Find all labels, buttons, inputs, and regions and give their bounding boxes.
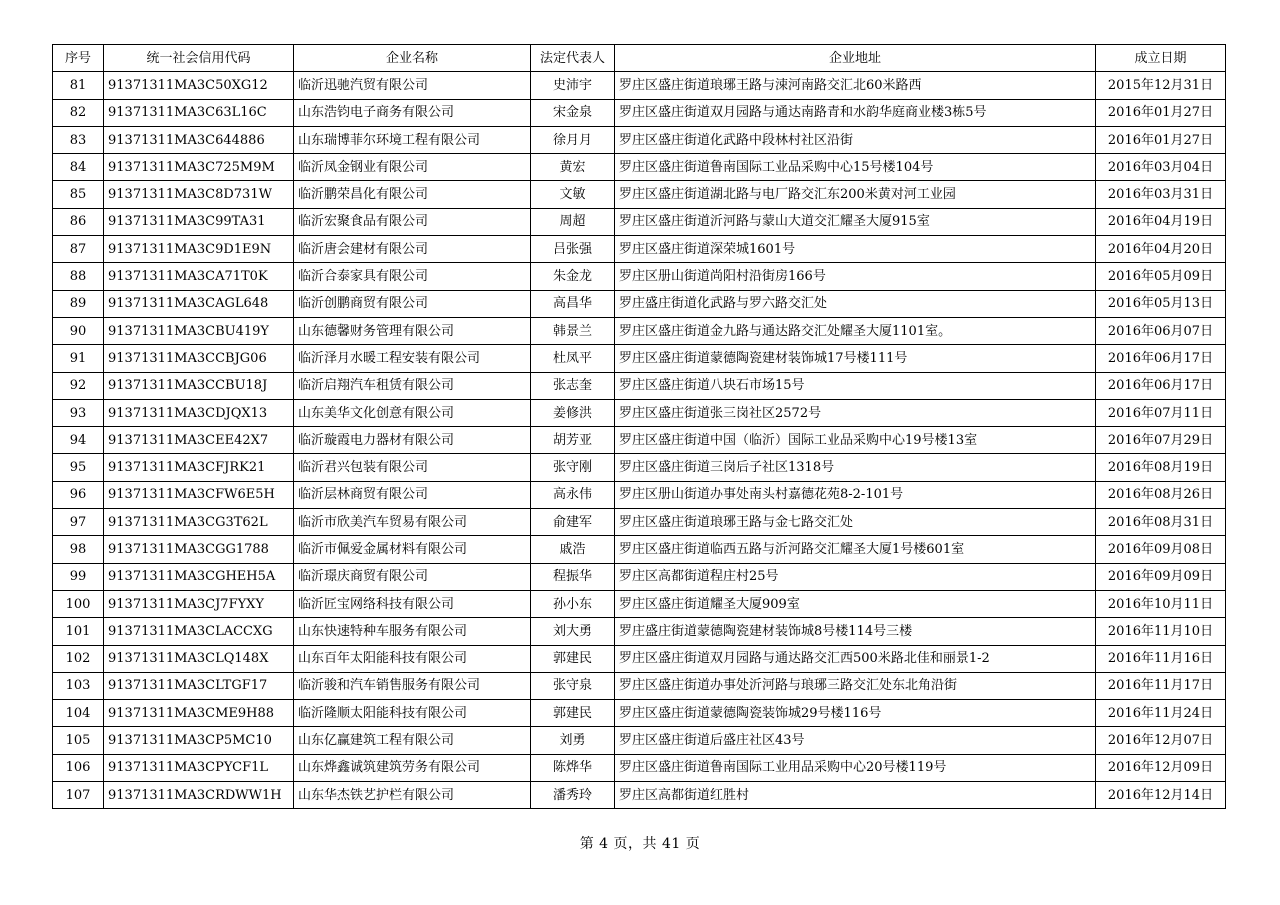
table-row xyxy=(53,181,1226,208)
established-date-cell: 2016年12月14日 xyxy=(1096,782,1226,809)
address-cell: 罗庄区盛庄街道鲁南国际工业品采购中心15号楼104号 xyxy=(615,154,1096,181)
established-date-cell: 2016年11月17日 xyxy=(1096,672,1226,699)
serial-number-cell: 92 xyxy=(53,372,104,399)
credit-code-cell: 91371311MA3CLQ148X xyxy=(104,645,294,672)
credit-code-cell: 91371311MA3CGHEH5A xyxy=(104,563,294,590)
table-row xyxy=(53,263,1226,290)
legal-rep-cell: 吕张强 xyxy=(531,236,615,263)
serial-number-cell: 83 xyxy=(53,126,104,153)
table-row xyxy=(53,672,1226,699)
established-date-cell: 2016年07月29日 xyxy=(1096,427,1226,454)
serial-number-cell: 104 xyxy=(53,700,104,727)
established-date-cell: 2016年06月17日 xyxy=(1096,345,1226,372)
header-established-date: 成立日期 xyxy=(1096,45,1226,72)
legal-rep-cell: 文敏 xyxy=(531,181,615,208)
established-date-cell: 2016年03月31日 xyxy=(1096,181,1226,208)
established-date-cell: 2016年01月27日 xyxy=(1096,126,1226,153)
serial-number-cell: 95 xyxy=(53,454,104,481)
serial-number-cell: 94 xyxy=(53,427,104,454)
legal-rep-cell: 孙小东 xyxy=(531,590,615,617)
header-company-name: 企业名称 xyxy=(294,45,531,72)
table-row xyxy=(53,372,1226,399)
address-cell: 罗庄区盛庄街道耀圣大厦909室 xyxy=(615,590,1096,617)
address-cell: 罗庄区盛庄街道双月园路与通达路交汇西500米路北佳和丽景1-2 xyxy=(615,645,1096,672)
address-cell: 罗庄区盛庄街道三岗后子社区1318号 xyxy=(615,454,1096,481)
company-name-cell: 临沂璇霞电力器材有限公司 xyxy=(294,427,531,454)
table-header-row xyxy=(53,45,1226,72)
credit-code-cell: 91371311MA3C644886 xyxy=(104,126,294,153)
address-cell: 罗庄盛庄街道化武路与罗六路交汇处 xyxy=(615,290,1096,317)
credit-code-cell: 91371311MA3CA71T0K xyxy=(104,263,294,290)
legal-rep-cell: 宋金泉 xyxy=(531,99,615,126)
legal-rep-cell: 史沛宇 xyxy=(531,72,615,99)
company-name-cell: 临沂凤金钢业有限公司 xyxy=(294,154,531,181)
address-cell: 罗庄区盛庄街道后盛庄社区43号 xyxy=(615,727,1096,754)
address-cell: 罗庄区盛庄街道湖北路与电厂路交汇东200米黄对河工业园 xyxy=(615,181,1096,208)
established-date-cell: 2016年11月16日 xyxy=(1096,645,1226,672)
legal-rep-cell: 潘秀玲 xyxy=(531,782,615,809)
established-date-cell: 2016年12月09日 xyxy=(1096,754,1226,781)
company-name-cell: 临沂创鹏商贸有限公司 xyxy=(294,290,531,317)
table-row xyxy=(53,454,1226,481)
credit-code-cell: 91371311MA3CLACCXG xyxy=(104,618,294,645)
company-name-cell: 山东华杰铁艺护栏有限公司 xyxy=(294,782,531,809)
address-cell: 罗庄区册山街道尚阳村沿街房166号 xyxy=(615,263,1096,290)
established-date-cell: 2016年01月27日 xyxy=(1096,99,1226,126)
serial-number-cell: 97 xyxy=(53,509,104,536)
credit-code-cell: 91371311MA3C50XG12 xyxy=(104,72,294,99)
table-row xyxy=(53,208,1226,235)
credit-code-cell: 91371311MA3CME9H88 xyxy=(104,700,294,727)
table-row xyxy=(53,154,1226,181)
address-cell: 罗庄区盛庄街道琅琊王路与金七路交汇处 xyxy=(615,509,1096,536)
legal-rep-cell: 张守刚 xyxy=(531,454,615,481)
established-date-cell: 2016年06月17日 xyxy=(1096,372,1226,399)
legal-rep-cell: 刘勇 xyxy=(531,727,615,754)
established-date-cell: 2015年12月31日 xyxy=(1096,72,1226,99)
address-cell: 罗庄区盛庄街道中国（临沂）国际工业品采购中心19号楼13室 xyxy=(615,427,1096,454)
company-name-cell: 山东德馨财务管理有限公司 xyxy=(294,317,531,344)
company-name-cell: 山东亿赢建筑工程有限公司 xyxy=(294,727,531,754)
established-date-cell: 2016年11月10日 xyxy=(1096,618,1226,645)
legal-rep-cell: 郭建民 xyxy=(531,700,615,727)
credit-code-cell: 91371311MA3CFJRK21 xyxy=(104,454,294,481)
legal-rep-cell: 胡芳亚 xyxy=(531,427,615,454)
company-name-cell: 临沂合泰家具有限公司 xyxy=(294,263,531,290)
serial-number-cell: 102 xyxy=(53,645,104,672)
established-date-cell: 2016年10月11日 xyxy=(1096,590,1226,617)
serial-number-cell: 85 xyxy=(53,181,104,208)
established-date-cell: 2016年09月08日 xyxy=(1096,536,1226,563)
address-cell: 罗庄区盛庄街道蒙德陶瓷装饰城29号楼116号 xyxy=(615,700,1096,727)
table-row xyxy=(53,700,1226,727)
address-cell: 罗庄区盛庄街道沂河路与蒙山大道交汇耀圣大厦915室 xyxy=(615,208,1096,235)
header-credit-code: 统一社会信用代码 xyxy=(104,45,294,72)
serial-number-cell: 105 xyxy=(53,727,104,754)
company-name-cell: 山东烨鑫诚筑建筑劳务有限公司 xyxy=(294,754,531,781)
company-name-cell: 山东瑞博菲尔环境工程有限公司 xyxy=(294,126,531,153)
header-serial-number: 序号 xyxy=(53,45,104,72)
credit-code-cell: 91371311MA3CP5MC10 xyxy=(104,727,294,754)
established-date-cell: 2016年03月04日 xyxy=(1096,154,1226,181)
company-name-cell: 临沂市佩爱金属材料有限公司 xyxy=(294,536,531,563)
enterprise-registry-table xyxy=(52,44,1226,809)
table-row xyxy=(53,236,1226,263)
header-company-address: 企业地址 xyxy=(615,45,1096,72)
serial-number-cell: 86 xyxy=(53,208,104,235)
established-date-cell: 2016年06月07日 xyxy=(1096,317,1226,344)
legal-rep-cell: 陈烨华 xyxy=(531,754,615,781)
table-row xyxy=(53,727,1226,754)
company-name-cell: 临沂君兴包装有限公司 xyxy=(294,454,531,481)
table-row xyxy=(53,536,1226,563)
table-row xyxy=(53,99,1226,126)
table-row xyxy=(53,563,1226,590)
table-row xyxy=(53,399,1226,426)
credit-code-cell: 91371311MA3CDJQX13 xyxy=(104,399,294,426)
credit-code-cell: 91371311MA3CRDWW1H xyxy=(104,782,294,809)
serial-number-cell: 107 xyxy=(53,782,104,809)
legal-rep-cell: 韩景兰 xyxy=(531,317,615,344)
company-name-cell: 临沂迅驰汽贸有限公司 xyxy=(294,72,531,99)
serial-number-cell: 91 xyxy=(53,345,104,372)
legal-rep-cell: 高永伟 xyxy=(531,481,615,508)
company-name-cell: 山东美华文化创意有限公司 xyxy=(294,399,531,426)
serial-number-cell: 100 xyxy=(53,590,104,617)
serial-number-cell: 81 xyxy=(53,72,104,99)
header-legal-representative: 法定代表人 xyxy=(531,45,615,72)
table-row xyxy=(53,754,1226,781)
credit-code-cell: 91371311MA3CAGL648 xyxy=(104,290,294,317)
legal-rep-cell: 张志奎 xyxy=(531,372,615,399)
address-cell: 罗庄区册山街道办事处南头村嘉德花苑8-2-101号 xyxy=(615,481,1096,508)
legal-rep-cell: 黄宏 xyxy=(531,154,615,181)
table-row xyxy=(53,481,1226,508)
company-name-cell: 临沂唐会建材有限公司 xyxy=(294,236,531,263)
company-name-cell: 临沂匠宝网络科技有限公司 xyxy=(294,590,531,617)
serial-number-cell: 93 xyxy=(53,399,104,426)
address-cell: 罗庄区盛庄街道蒙德陶瓷建材装饰城17号楼111号 xyxy=(615,345,1096,372)
credit-code-cell: 91371311MA3CCBJG06 xyxy=(104,345,294,372)
legal-rep-cell: 郭建民 xyxy=(531,645,615,672)
company-name-cell: 临沂泽月水暖工程安装有限公司 xyxy=(294,345,531,372)
company-name-cell: 临沂骏和汽车销售服务有限公司 xyxy=(294,672,531,699)
established-date-cell: 2016年11月24日 xyxy=(1096,700,1226,727)
company-name-cell: 临沂市欣美汽车贸易有限公司 xyxy=(294,509,531,536)
address-cell: 罗庄区高都街道程庄村25号 xyxy=(615,563,1096,590)
established-date-cell: 2016年07月11日 xyxy=(1096,399,1226,426)
page-number-footer: 第 4 页，共 41 页 xyxy=(579,836,701,852)
established-date-cell: 2016年12月07日 xyxy=(1096,727,1226,754)
address-cell: 罗庄区盛庄街道琅琊王路与涑河南路交汇北60米路西 xyxy=(615,72,1096,99)
credit-code-cell: 91371311MA3CEE42X7 xyxy=(104,427,294,454)
address-cell: 罗庄区盛庄街道化武路中段林村社区沿街 xyxy=(615,126,1096,153)
address-cell: 罗庄区高都街道红胜村 xyxy=(615,782,1096,809)
established-date-cell: 2016年08月26日 xyxy=(1096,481,1226,508)
serial-number-cell: 89 xyxy=(53,290,104,317)
serial-number-cell: 90 xyxy=(53,317,104,344)
credit-code-cell: 91371311MA3C725M9M xyxy=(104,154,294,181)
credit-code-cell: 91371311MA3CBU419Y xyxy=(104,317,294,344)
serial-number-cell: 87 xyxy=(53,236,104,263)
serial-number-cell: 101 xyxy=(53,618,104,645)
table-row xyxy=(53,126,1226,153)
credit-code-cell: 91371311MA3C99TA31 xyxy=(104,208,294,235)
company-name-cell: 临沂宏聚食品有限公司 xyxy=(294,208,531,235)
address-cell: 罗庄区盛庄街道双月园路与通达南路青和水韵华庭商业楼3栋5号 xyxy=(615,99,1096,126)
credit-code-cell: 91371311MA3C9D1E9N xyxy=(104,236,294,263)
serial-number-cell: 82 xyxy=(53,99,104,126)
address-cell: 罗庄区盛庄街道鲁南国际工业用品采购中心20号楼119号 xyxy=(615,754,1096,781)
address-cell: 罗庄区盛庄街道张三岗社区2572号 xyxy=(615,399,1096,426)
table-row xyxy=(53,645,1226,672)
address-cell: 罗庄区盛庄街道临西五路与沂河路交汇耀圣大厦1号楼601室 xyxy=(615,536,1096,563)
table-row xyxy=(53,317,1226,344)
legal-rep-cell: 戚浩 xyxy=(531,536,615,563)
established-date-cell: 2016年08月31日 xyxy=(1096,509,1226,536)
legal-rep-cell: 朱金龙 xyxy=(531,263,615,290)
table-body xyxy=(53,72,1226,809)
table-row xyxy=(53,290,1226,317)
credit-code-cell: 91371311MA3CGG1788 xyxy=(104,536,294,563)
company-name-cell: 山东快速特种车服务有限公司 xyxy=(294,618,531,645)
address-cell: 罗庄区盛庄街道金九路与通达路交汇处耀圣大厦1101室。 xyxy=(615,317,1096,344)
company-name-cell: 临沂鹏荣昌化有限公司 xyxy=(294,181,531,208)
table-row xyxy=(53,427,1226,454)
company-name-cell: 临沂璟庆商贸有限公司 xyxy=(294,563,531,590)
legal-rep-cell: 程振华 xyxy=(531,563,615,590)
established-date-cell: 2016年04月20日 xyxy=(1096,236,1226,263)
address-cell: 罗庄区盛庄街道办事处沂河路与琅琊三路交汇处东北角沿街 xyxy=(615,672,1096,699)
serial-number-cell: 106 xyxy=(53,754,104,781)
established-date-cell: 2016年08月19日 xyxy=(1096,454,1226,481)
table-row xyxy=(53,618,1226,645)
legal-rep-cell: 俞建军 xyxy=(531,509,615,536)
serial-number-cell: 98 xyxy=(53,536,104,563)
established-date-cell: 2016年09月09日 xyxy=(1096,563,1226,590)
address-cell: 罗庄区盛庄街道深荣城1601号 xyxy=(615,236,1096,263)
address-cell: 罗庄盛庄街道蒙德陶瓷建材装饰城8号楼114号三楼 xyxy=(615,618,1096,645)
address-cell: 罗庄区盛庄街道八块石市场15号 xyxy=(615,372,1096,399)
table-row xyxy=(53,72,1226,99)
legal-rep-cell: 周超 xyxy=(531,208,615,235)
table-row xyxy=(53,345,1226,372)
company-name-cell: 临沂启翔汽车租赁有限公司 xyxy=(294,372,531,399)
serial-number-cell: 88 xyxy=(53,263,104,290)
table-row xyxy=(53,590,1226,617)
company-name-cell: 临沂层林商贸有限公司 xyxy=(294,481,531,508)
serial-number-cell: 96 xyxy=(53,481,104,508)
credit-code-cell: 91371311MA3CJ7FYXY xyxy=(104,590,294,617)
company-name-cell: 临沂隆顺太阳能科技有限公司 xyxy=(294,700,531,727)
established-date-cell: 2016年05月09日 xyxy=(1096,263,1226,290)
established-date-cell: 2016年05月13日 xyxy=(1096,290,1226,317)
credit-code-cell: 91371311MA3C8D731W xyxy=(104,181,294,208)
credit-code-cell: 91371311MA3CLTGF17 xyxy=(104,672,294,699)
table-row xyxy=(53,782,1226,809)
legal-rep-cell: 杜凤平 xyxy=(531,345,615,372)
credit-code-cell: 91371311MA3C63L16C xyxy=(104,99,294,126)
company-name-cell: 山东百年太阳能科技有限公司 xyxy=(294,645,531,672)
legal-rep-cell: 高昌华 xyxy=(531,290,615,317)
credit-code-cell: 91371311MA3CFW6E5H xyxy=(104,481,294,508)
serial-number-cell: 103 xyxy=(53,672,104,699)
legal-rep-cell: 徐月月 xyxy=(531,126,615,153)
credit-code-cell: 91371311MA3CPYCF1L xyxy=(104,754,294,781)
legal-rep-cell: 张守泉 xyxy=(531,672,615,699)
company-name-cell: 山东浩钧电子商务有限公司 xyxy=(294,99,531,126)
credit-code-cell: 91371311MA3CCBU18J xyxy=(104,372,294,399)
table-row xyxy=(53,509,1226,536)
credit-code-cell: 91371311MA3CG3T62L xyxy=(104,509,294,536)
serial-number-cell: 99 xyxy=(53,563,104,590)
legal-rep-cell: 刘大勇 xyxy=(531,618,615,645)
established-date-cell: 2016年04月19日 xyxy=(1096,208,1226,235)
serial-number-cell: 84 xyxy=(53,154,104,181)
legal-rep-cell: 姜修洪 xyxy=(531,399,615,426)
